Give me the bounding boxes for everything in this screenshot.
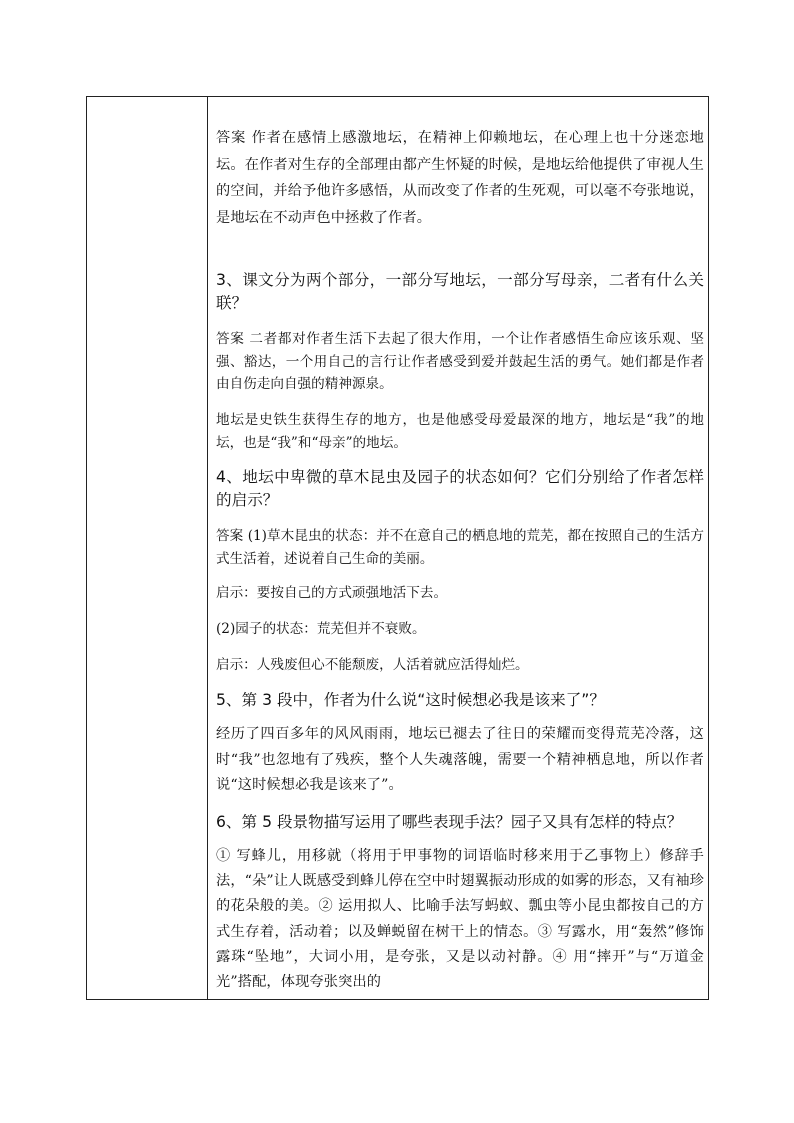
right-column-content (216, 125, 704, 1000)
question-3: 3、课文分为两个部分，一部分写地坛，一部分写母亲，二者有什么关联？ (216, 271, 704, 312)
question-5: 5、第 3 段中，作者为什么说“这时候想必我是该来了”？ (216, 691, 605, 709)
answer-4b: 启示：要按自己的方式顽强地活下去。 (216, 585, 448, 601)
answer-1: 答案 作者在感情上感激地坛，在精神上仰赖地坛，在心理上也十分迷恋地坛。在作者对生存的全部理由都产生怀疑的时候，是地坛给他提供了审视人生的空间，并给予他许多感悟，从而改变了作者的生死观，可以毫不夸张地说，是地坛在不动声色中拯救了作者。 (216, 130, 704, 226)
question-6: 6、第 5 段景物描写运用了哪些表现手法？园子又具有怎样的特点？ (216, 813, 683, 831)
answer-4c: (2)园子的状态：荒芜但并不衰败。 (216, 621, 426, 637)
column-divider (207, 96, 208, 1000)
answer-3b: 地坛是史铁生获得生存的地方，也是他感受母爱最深的地方，地坛是“我”的地坛，也是“我”和“母亲”的地坛。 (216, 412, 704, 451)
answer-4a: 答案 (1)草木昆虫的状态：并不在意自己的栖息地的荒芜，都在按照自己的生活方式生活着，述说着自己生命的美丽。 (216, 528, 704, 567)
answer-4d: 启示：人残废但心不能颓废，人活着就应活得灿烂。 (216, 657, 529, 673)
answer-6: ① 写蜂儿，用移就（将用于甲事物的词语临时移来用于乙事物上）修辞手法，“朵”让人既感受到蜂儿停在空中时翅翼振动形成的如雾的形态，又有袖珍的花朵般的美。② 运用拟人、比喻手法写蚂蚁、瓢虫等小昆虫都按自己的方式生存着，活动着；以及蝉蜕留在树干上的情态。③ 写露水，用“轰然”修饰露珠“坠地”，大词小用，是夸张，又是以动衬静。④ 用“摔开”与“万道金光”搭配，体现夸张突出的 (216, 848, 704, 991)
question-4: 4、地坛中卑微的草木昆虫及园子的状态如何？它们分别给了作者怎样的启示？ (216, 468, 704, 509)
answer-5: 经历了四百多年的风风雨雨，地坛已褪去了往日的荣耀而变得荒芜冷落，这时“我”也忽地有了残疾，整个人失魂落魄，需要一个精神栖息地，所以作者说“这时候想必我是该来了”。 (216, 726, 704, 793)
answer-3a: 答案 二者都对作者生活下去起了很大作用，一个让作者感悟生命应该乐观、坚强、豁达，一个用自己的言行让作者感受到爱并鼓起生活的勇气。她们都是作者由自伤走向自强的精神源泉。 (216, 331, 704, 392)
